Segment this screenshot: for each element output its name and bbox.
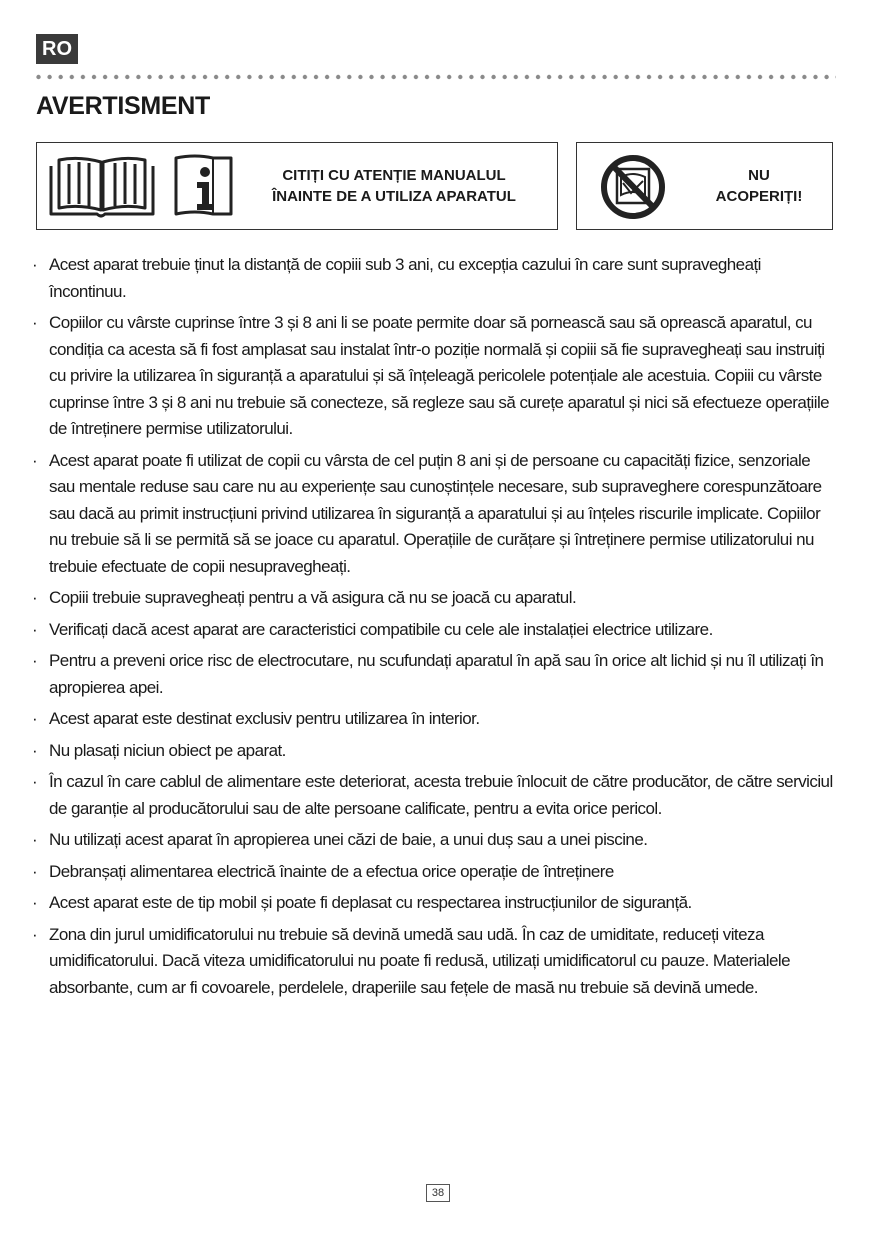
page-title: AVERTISMENT [36,92,211,120]
bullet: · [32,772,38,791]
bullet: · [32,313,38,332]
warning-text: Acest aparat este destinat exclusiv pentru utilizarea în interior. [49,709,480,728]
list-item [30,738,838,765]
list-item [30,890,838,917]
do-not-cover-text [689,165,829,207]
do-not-cover-line2: ACOPERIȚI! [715,188,803,205]
list-item [30,706,838,733]
warning-text: Copiii trebuie supravegheați pentru a vă asigura că nu se joacă cu aparatul. [49,588,577,607]
info-icon [173,152,235,225]
bullet: · [32,619,38,639]
read-manual-notice [36,142,558,230]
no-cover-icon [599,153,667,226]
warning-text: Pentru a preveni orice risc de electrocutare, nu scufundați aparatul în apă sau în orice alt lichid și nu îl utilizați în apropierea apei. [49,651,824,697]
list-item [30,252,838,305]
list-item [30,827,838,854]
warning-text: Nu plasați niciun obiect pe aparat. [49,740,286,760]
bullet: · [32,830,38,849]
bullet: · [32,709,38,728]
warning-text: Zona din jurul umidificatorului nu trebuie să devină umedă sau udă. În caz de umiditate, reduceți viteza umidificatorului. Dacă viteza umidificatorului nu poate fi redusă, utilizați umidificatorul cu pauze. Materialele absorbante, cum ar fi covoarele, perdelele, draperiile sau fețele de masă nu trebuie să devină umede. [49,924,791,997]
warning-text: În cazul în care cablul de alimentare este deteriorat, acesta trebuie înlocuit de către producător, de către serviciul de garanție al producătorului sau de alte persoane calificate, pentru a evita orice pericol. [49,772,833,818]
warning-text: Verificați dacă acest aparat are caracteristici compatibile cu cele ale instalației electrice utilizare. [49,619,713,639]
read-manual-line1: CITIȚI CU ATENȚIE MANUALUL [282,167,506,184]
list-item [30,585,838,612]
bullet: · [32,924,38,944]
bullet: · [32,861,38,881]
do-not-cover-notice [576,142,833,230]
warning-list [30,252,838,1006]
warning-text: Acest aparat este de tip mobil și poate fi deplasat cu respectarea instrucțiunilor de siguranță. [49,893,692,912]
warning-text: Acest aparat poate fi utilizat de copii cu vârsta de cel puțin 8 ani și de persoane cu capacități fizice, senzoriale sau mentale reduse sau care nu au experiențe sau cunoștințele necesare, sub supraveghere corespunzătoare sau dacă au primit instrucțiuni privind utilizarea în siguranță a aparatului și au înțeles riscurile implicate. Copiilor nu trebuie să li se permită să se joace cu aparatul. Operațiile de curățare și întreținere permise utilizatorului nu trebuie efectuate de copii nesupravegheați. [49,450,822,576]
dotted-divider [36,72,836,82]
list-item [30,769,838,822]
list-item [30,648,838,701]
bullet: · [32,893,38,912]
warning-text: Debranșați alimentarea electrică înainte de a efectua orice operație de întreținere [49,861,614,881]
read-manual-line2: ÎNAINTE DE A UTILIZA APARATUL [272,188,516,205]
list-item [30,448,838,581]
bullet: · [32,450,38,470]
do-not-cover-line1: NU [748,167,770,184]
bullet: · [32,651,38,670]
list-item [30,859,838,886]
warning-text: Acest aparat trebuie ținut la distanță de copiii sub 3 ani, cu excepția cazului în care sunt supravegheați încontinuu. [49,255,761,301]
warning-text: Copiilor cu vârste cuprinse între 3 și 8 ani li se poate permite doar să pornească sau să oprească aparatul, cu condiția ca acesta să fi fost amplasat sau instalat într-o poziție normală și copiii să fie supravegheați sau instruiți cu privire la utilizarea în siguranță a aparatului și să înțeleagă pericolele potențiale ale acestuia. Copiii cu vârste cuprinse între 3 și 8 ani nu trebuie să conecteze, să regleze sau să curețe aparatul și nici să efectueze operațiile de întreținere permise utilizatorului. [49,313,830,438]
bullet: · [32,740,38,760]
bullet: · [32,255,38,274]
read-manual-text [241,165,547,207]
list-item [30,617,838,644]
book-icon [45,152,160,225]
list-item [30,310,838,443]
warning-text: Nu utilizați acest aparat în apropierea unei căzi de baie, a unui duș sau a unei piscine. [49,830,648,849]
list-item [30,922,838,1002]
bullet: · [32,588,38,607]
page-number: 38 [426,1184,450,1202]
language-badge: RO [36,34,78,64]
